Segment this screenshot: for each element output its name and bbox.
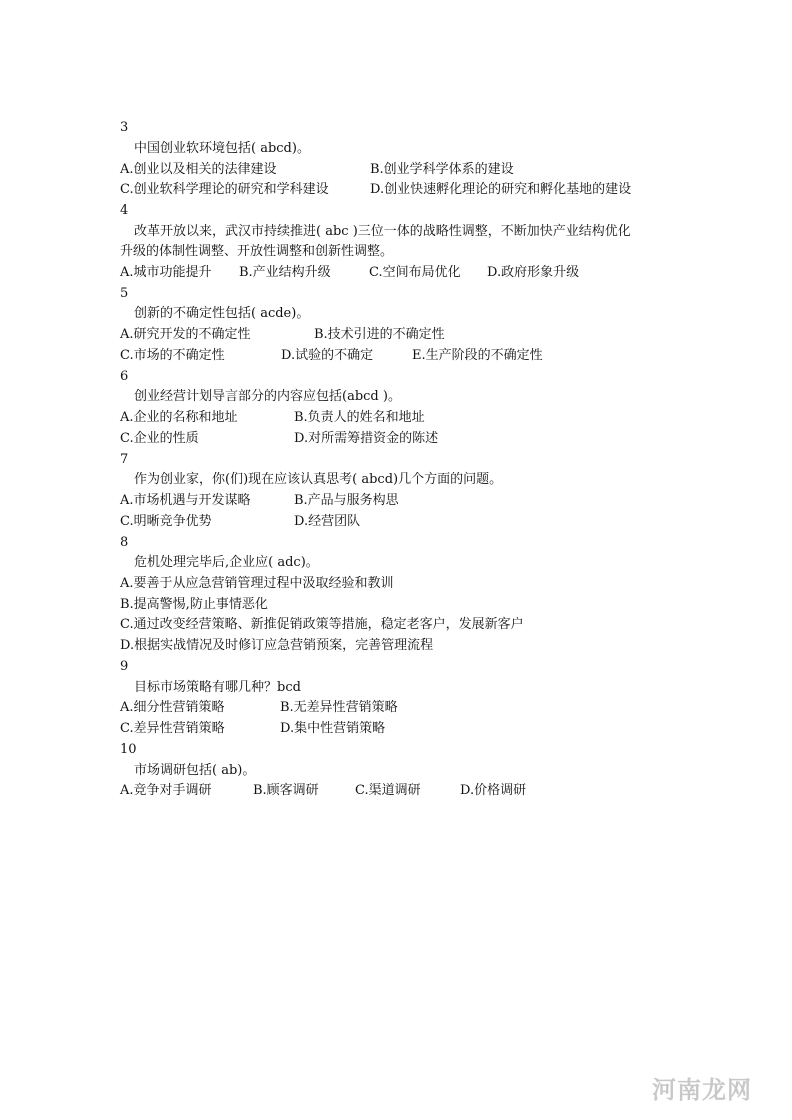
question-7-option-d: D.经营团队 xyxy=(294,514,361,529)
question-6-option-d: D.对所需筹措资金的陈述 xyxy=(294,431,439,446)
question-6-option-b: B.负责人的姓名和地址 xyxy=(294,410,425,425)
question-7-option-a: A.市场机遇与开发谋略 xyxy=(120,493,251,508)
question-3-option-c: C.创业软科学理论的研究和学科建设 xyxy=(120,182,329,197)
question-4-option-d: D.政府形象升级 xyxy=(487,265,580,280)
question-8-option-b: B.提高警惕,防止事情恶化 xyxy=(120,597,268,612)
question-4-option-a: A.城市功能提升 xyxy=(120,265,212,280)
question-7-stem: 作为创业家，你(们)现在应该认真思考( abcd)几个方面的问题。 xyxy=(134,472,503,487)
question-8-stem: 危机处理完毕后,企业应( adc)。 xyxy=(134,555,319,570)
question-4-number: 4 xyxy=(120,203,129,218)
question-4-option-c: C.空间布局优化 xyxy=(369,265,461,280)
question-5-option-a: A.研究开发的不确定性 xyxy=(120,327,251,342)
question-8-option-a: A.要善于从应急营销管理过程中汲取经验和教训 xyxy=(120,576,394,591)
question-10-option-c: C.渠道调研 xyxy=(355,783,421,798)
question-4-stem: 改革开放以来，武汉市持续推进( abc )三位一体的战略性调整，不断加快产业结构优化 xyxy=(134,224,631,239)
question-6-number: 6 xyxy=(120,369,129,384)
question-10-option-d: D.价格调研 xyxy=(460,783,527,798)
watermark-logo: 河南龙网 xyxy=(652,1076,752,1104)
question-9-option-a: A.细分性营销策略 xyxy=(120,700,225,715)
question-3-number: 3 xyxy=(120,120,129,135)
question-10-option-a: A.竞争对手调研 xyxy=(120,783,212,798)
question-5-option-c: C.市场的不确定性 xyxy=(120,348,225,363)
question-9-option-b: B.无差异性营销策略 xyxy=(280,700,398,715)
question-9-stem: 目标市场策略有哪几种？bcd xyxy=(134,680,301,695)
question-5-option-b: B.技术引进的不确定性 xyxy=(314,327,445,342)
question-5-option-d: D.试验的不确定 xyxy=(281,348,374,363)
question-5-option-e: E.生产阶段的不确定性 xyxy=(412,348,543,363)
question-3-option-d: D.创业快速孵化理论的研究和孵化基地的建设 xyxy=(370,182,632,197)
question-10-number: 10 xyxy=(120,742,137,757)
question-8-option-c: C.通过改变经营策略、新推促销政策等措施，稳定老客户，发展新客户 xyxy=(120,617,524,632)
question-6-option-c: C.企业的性质 xyxy=(120,431,199,446)
question-3-stem: 中国创业软环境包括( abcd)。 xyxy=(134,141,310,156)
question-10-stem: 市场调研包括( ab)。 xyxy=(134,763,256,778)
question-10-option-b: B.顾客调研 xyxy=(253,783,319,798)
question-3-option-a: A.创业以及相关的法律建设 xyxy=(120,162,277,177)
question-3-option-b: B.创业学科学体系的建设 xyxy=(370,162,514,177)
question-8-number: 8 xyxy=(120,535,129,550)
question-6-option-a: A.企业的名称和地址 xyxy=(120,410,238,425)
question-9-option-c: C.差异性营销策略 xyxy=(120,721,225,736)
question-6-stem: 创业经营计划导言部分的内容应包括(abcd )。 xyxy=(134,389,401,404)
question-5-stem: 创新的不确定性包括( acde)。 xyxy=(134,306,310,321)
question-8-option-d: D.根据实战情况及时修订应急营销预案，完善管理流程 xyxy=(120,638,434,653)
question-7-option-c: C.明晰竞争优势 xyxy=(120,514,212,529)
question-4-option-b: B.产业结构升级 xyxy=(239,265,331,280)
question-7-number: 7 xyxy=(120,452,129,467)
question-9-option-d: D.集中性营销策略 xyxy=(280,721,386,736)
question-5-number: 5 xyxy=(120,286,129,301)
question-4-stem-continued: 升级的体制性调整、开放性调整和创新性调整。 xyxy=(120,244,394,259)
question-9-number: 9 xyxy=(120,659,129,674)
question-7-option-b: B.产品与服务构思 xyxy=(294,493,399,508)
